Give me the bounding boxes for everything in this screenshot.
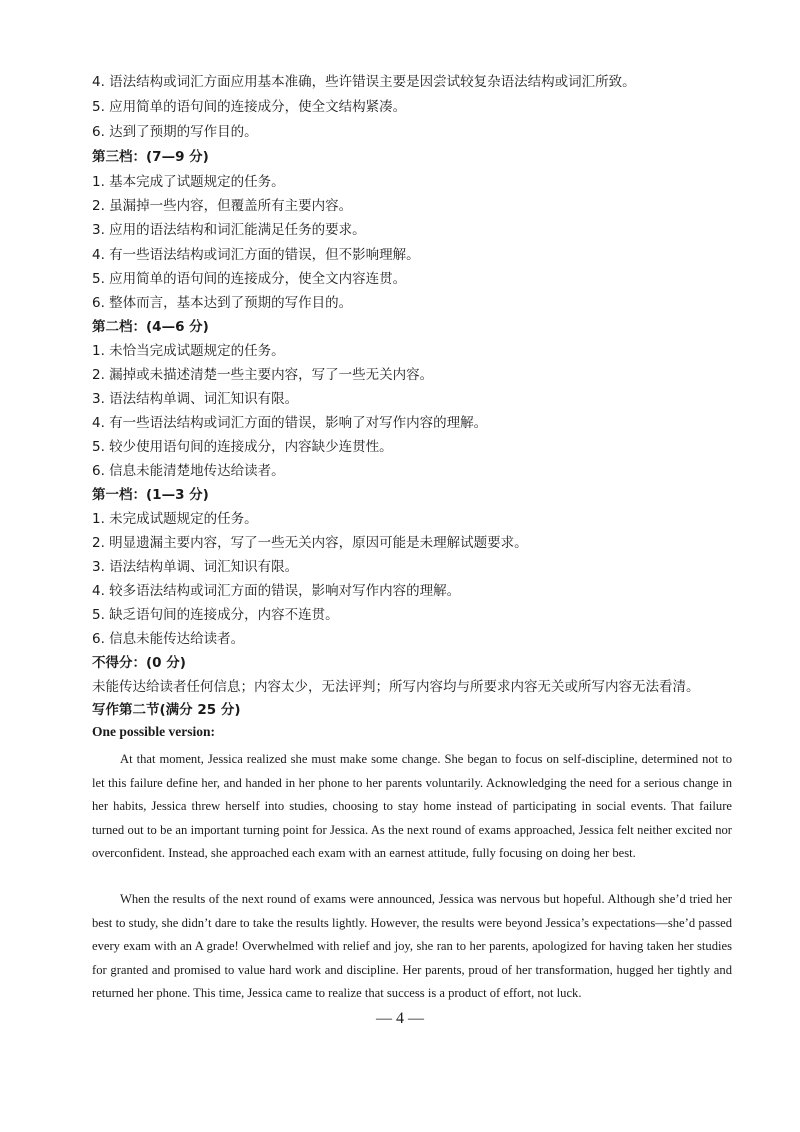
- criterion-line: 4. 语法结构或词汇方面应用基本准确，些许错误主要是因尝试较复杂语法结构或词汇所致。: [92, 74, 636, 90]
- criterion-line: 3. 语法结构单调、词汇知识有限。: [92, 391, 299, 407]
- tier3-heading: 第三档：(7—9 分): [92, 149, 209, 165]
- criterion-line: 5. 应用简单的语句间的连接成分，使全文结构紧凑。: [92, 99, 407, 115]
- criterion-line: 5. 缺乏语句间的连接成分，内容不连贯。: [92, 607, 339, 623]
- tier1-heading: 第一档：(1—3 分): [92, 487, 209, 503]
- criterion-line: 6. 整体而言，基本达到了预期的写作目的。: [92, 295, 353, 311]
- criterion-line: 5. 应用简单的语句间的连接成分，使全文内容连贯。: [92, 271, 407, 287]
- criterion-line: 4. 有一些语法结构或词汇方面的错误，影响了对写作内容的理解。: [92, 415, 488, 431]
- version-title: One possible version:: [92, 724, 216, 739]
- essay-paragraph-1: At that moment, Jessica realized she must make some change. She began to focus on self-discipline, determined not to let this failure define her, and handed in her phone to her parents voluntarily. Acknowledging the need for a serious change in her habits, Jessica threw herself into studies, choosing to stay home instead of participating in social events. That failure turned out to be an important turning point for Jessica. As the next round of exams approached, Jessica felt neither excited nor overconfident. Instead, she approached each exam with an earnest attitude, fully focusing on doing her best.: [92, 752, 732, 860]
- tier0-text: 未能传达给读者任何信息；内容太少，无法评判；所写内容均与所要求内容无关或所写内容无法看清。: [92, 679, 700, 695]
- page-number: — 4 —: [376, 1010, 424, 1027]
- criterion-line: 1. 未完成试题规定的任务。: [92, 511, 258, 527]
- criterion-line: 6. 信息未能清楚地传达给读者。: [92, 463, 285, 479]
- criterion-line: 6. 达到了预期的写作目的。: [92, 124, 258, 140]
- criterion-line: 6. 信息未能传达给读者。: [92, 631, 245, 647]
- criterion-line: 2. 漏掉或未描述清楚一些主要内容，写了一些无关内容。: [92, 367, 434, 383]
- criterion-line: 1. 基本完成了试题规定的任务。: [92, 174, 285, 190]
- criterion-line: 1. 未恰当完成试题规定的任务。: [92, 343, 285, 359]
- criterion-line: 3. 语法结构单调、词汇知识有限。: [92, 559, 299, 575]
- criterion-line: 4. 有一些语法结构或词汇方面的错误，但不影响理解。: [92, 247, 420, 263]
- criterion-line: 2. 明显遗漏主要内容，写了一些无关内容，原因可能是未理解试题要求。: [92, 535, 528, 551]
- criterion-line: 5. 较少使用语句间的连接成分，内容缺少连贯性。: [92, 439, 393, 455]
- tier0-heading: 不得分：(0 分): [92, 655, 186, 671]
- criterion-line: 4. 较多语法结构或词汇方面的错误，影响对写作内容的理解。: [92, 583, 461, 599]
- essay-paragraph-2: When the results of the next round of exams were announced, Jessica was nervous but hopeful. Although she’d tried her best to study, she didn’t dare to take the results lightly. However, the results were beyond Jessica’s expectations—she’d passed every exam with an A grade! Overwhelmed with relief and joy, she ran to her parents, apologized for having taken her studies for granted and promised to value hard work and discipline. Her parents, proud of her transformation, hugged her tightly and returned her phone. This time, Jessica came to realize that success is a product of effort, not luck.: [92, 892, 732, 1000]
- tier2-heading: 第二档：(4—6 分): [92, 319, 209, 335]
- section2-heading: 写作第二节(满分 25 分): [92, 702, 241, 718]
- criterion-line: 3. 应用的语法结构和词汇能满足任务的要求。: [92, 222, 366, 238]
- criterion-line: 2. 虽漏掉一些内容，但覆盖所有主要内容。: [92, 198, 353, 214]
